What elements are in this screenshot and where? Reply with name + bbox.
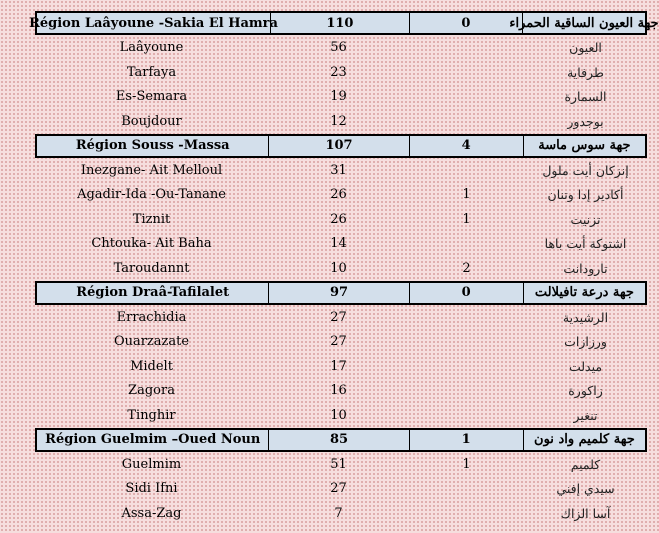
arabic-name-cell: جهة درعة تافيلالت bbox=[523, 283, 645, 303]
arabic-name-cell: تنغير bbox=[573, 407, 598, 423]
count-cell: 27 bbox=[330, 309, 347, 325]
secondary-count-cell: 1 bbox=[409, 430, 523, 450]
count-cell: 27 bbox=[330, 334, 347, 350]
name-cell: Laâyoune bbox=[119, 40, 184, 56]
count-cell: 7 bbox=[334, 505, 343, 521]
arabic-name-cell: زاكورة bbox=[568, 383, 603, 399]
count-cell: 23 bbox=[330, 64, 347, 80]
arabic-name-cell: السمارة bbox=[564, 89, 607, 105]
name-cell: Assa-Zag bbox=[121, 505, 182, 521]
secondary-count-cell bbox=[409, 85, 524, 110]
secondary-count-cell bbox=[409, 60, 524, 85]
name-cell: Agadir-Ida -Ou-Tanane bbox=[77, 187, 226, 203]
name-cell: Taroudannt bbox=[113, 260, 190, 276]
arabic-name-cell: طرفاية bbox=[567, 64, 604, 80]
arabic-name-cell: تارودانت bbox=[563, 260, 608, 276]
arabic-name-cell: ورزازات bbox=[564, 334, 607, 350]
arabic-name-cell: كلميم bbox=[570, 456, 601, 472]
name-cell: Midelt bbox=[130, 358, 173, 374]
count-cell: 27 bbox=[330, 481, 347, 497]
arabic-name-cell: إنزكان أيت ملول bbox=[542, 162, 629, 178]
arabic-name-cell: الرشيدية bbox=[562, 309, 609, 325]
secondary-count-cell bbox=[409, 354, 524, 379]
count-cell: 107 bbox=[268, 136, 408, 156]
name-cell: Inezgane- Ait Melloul bbox=[80, 162, 223, 178]
count-cell: 26 bbox=[330, 187, 347, 203]
city-row bbox=[35, 501, 647, 526]
secondary-count-cell bbox=[409, 379, 524, 404]
city-row bbox=[35, 207, 647, 232]
count-cell: 31 bbox=[330, 162, 347, 178]
region-header-row bbox=[35, 281, 647, 305]
arabic-name-cell: سيدي إفني bbox=[556, 481, 615, 497]
secondary-count-cell bbox=[409, 477, 524, 502]
count-cell: 85 bbox=[268, 430, 408, 450]
city-row bbox=[35, 330, 647, 355]
name-cell: Région Laâyoune -Sakia El Hamra bbox=[29, 15, 278, 31]
count-cell: 16 bbox=[330, 383, 347, 399]
arabic-name-cell: ميدلت bbox=[568, 358, 603, 374]
city-row bbox=[35, 36, 647, 61]
secondary-count-cell: 0 bbox=[409, 283, 523, 303]
secondary-count-cell: 2 bbox=[462, 260, 471, 276]
secondary-count-cell bbox=[409, 36, 524, 61]
count-cell: 51 bbox=[330, 456, 347, 472]
secondary-count-cell bbox=[409, 305, 524, 330]
city-row bbox=[35, 183, 647, 208]
secondary-count-cell: 1 bbox=[462, 187, 471, 203]
city-row bbox=[35, 158, 647, 183]
count-cell: 97 bbox=[268, 283, 408, 303]
count-cell: 26 bbox=[330, 211, 347, 227]
region-header-row bbox=[29, 11, 659, 35]
secondary-count-cell bbox=[409, 232, 524, 257]
secondary-count-cell bbox=[409, 158, 524, 183]
arabic-name-cell: اشتوكة أيت باها bbox=[544, 236, 627, 252]
city-row bbox=[35, 109, 647, 134]
count-cell: 110 bbox=[270, 13, 409, 33]
count-cell: 12 bbox=[330, 113, 347, 129]
region-header-row bbox=[35, 134, 647, 158]
arabic-name-cell: العيون bbox=[569, 40, 602, 56]
secondary-count-cell bbox=[409, 403, 524, 428]
secondary-count-cell: 1 bbox=[462, 211, 471, 227]
count-cell: 19 bbox=[330, 89, 347, 105]
name-cell: Tiznit bbox=[132, 211, 171, 227]
name-cell: Tarfaya bbox=[126, 64, 177, 80]
city-row bbox=[35, 403, 647, 428]
name-cell: Sidi Ifni bbox=[125, 481, 178, 497]
arabic-name-cell: أكادير إدا وتنان bbox=[547, 187, 624, 203]
city-row bbox=[35, 256, 647, 281]
city-row bbox=[35, 60, 647, 85]
name-cell: Zagora bbox=[128, 383, 175, 399]
arabic-name-cell: بوجدور bbox=[567, 113, 604, 129]
city-row bbox=[35, 305, 647, 330]
arabic-name-cell: آسا الزاك bbox=[560, 505, 611, 521]
secondary-count-cell bbox=[409, 501, 524, 526]
arabic-name-cell: جهة العيون الساقية الحمراء bbox=[522, 13, 645, 33]
city-row bbox=[35, 477, 647, 502]
name-cell: Ouarzazate bbox=[113, 334, 190, 350]
arabic-name-cell: جهة سوس ماسة bbox=[523, 136, 645, 156]
secondary-count-cell: 0 bbox=[409, 13, 522, 33]
count-cell: 10 bbox=[330, 407, 347, 423]
secondary-count-cell bbox=[409, 109, 524, 134]
region-header-row bbox=[35, 428, 647, 452]
name-cell: Région Souss -Massa bbox=[75, 138, 230, 153]
secondary-count-cell: 4 bbox=[409, 136, 523, 156]
count-cell: 17 bbox=[330, 358, 347, 374]
name-cell: Errachidia bbox=[116, 309, 187, 325]
city-row bbox=[35, 354, 647, 379]
count-cell: 56 bbox=[330, 40, 347, 56]
secondary-count-cell bbox=[409, 330, 524, 355]
city-row bbox=[35, 452, 647, 477]
name-cell: Tinghir bbox=[127, 407, 176, 423]
arabic-name-cell: تزنيت bbox=[570, 211, 601, 227]
count-cell: 10 bbox=[330, 260, 347, 276]
name-cell: Es-Semara bbox=[115, 89, 188, 105]
city-row bbox=[35, 232, 647, 257]
name-cell: Boujdour bbox=[121, 113, 182, 129]
count-cell: 14 bbox=[330, 236, 347, 252]
name-cell: Guelmim bbox=[121, 456, 182, 472]
name-cell: Région Draâ-Tafilalet bbox=[76, 285, 230, 300]
secondary-count-cell: 1 bbox=[462, 456, 471, 472]
name-cell: Région Guelmim –Oued Noun bbox=[45, 432, 261, 447]
city-row bbox=[35, 379, 647, 404]
city-row bbox=[35, 85, 647, 110]
arabic-name-cell: جهة كلميم واد نون bbox=[523, 430, 645, 450]
name-cell: Chtouka- Ait Baha bbox=[91, 236, 212, 252]
